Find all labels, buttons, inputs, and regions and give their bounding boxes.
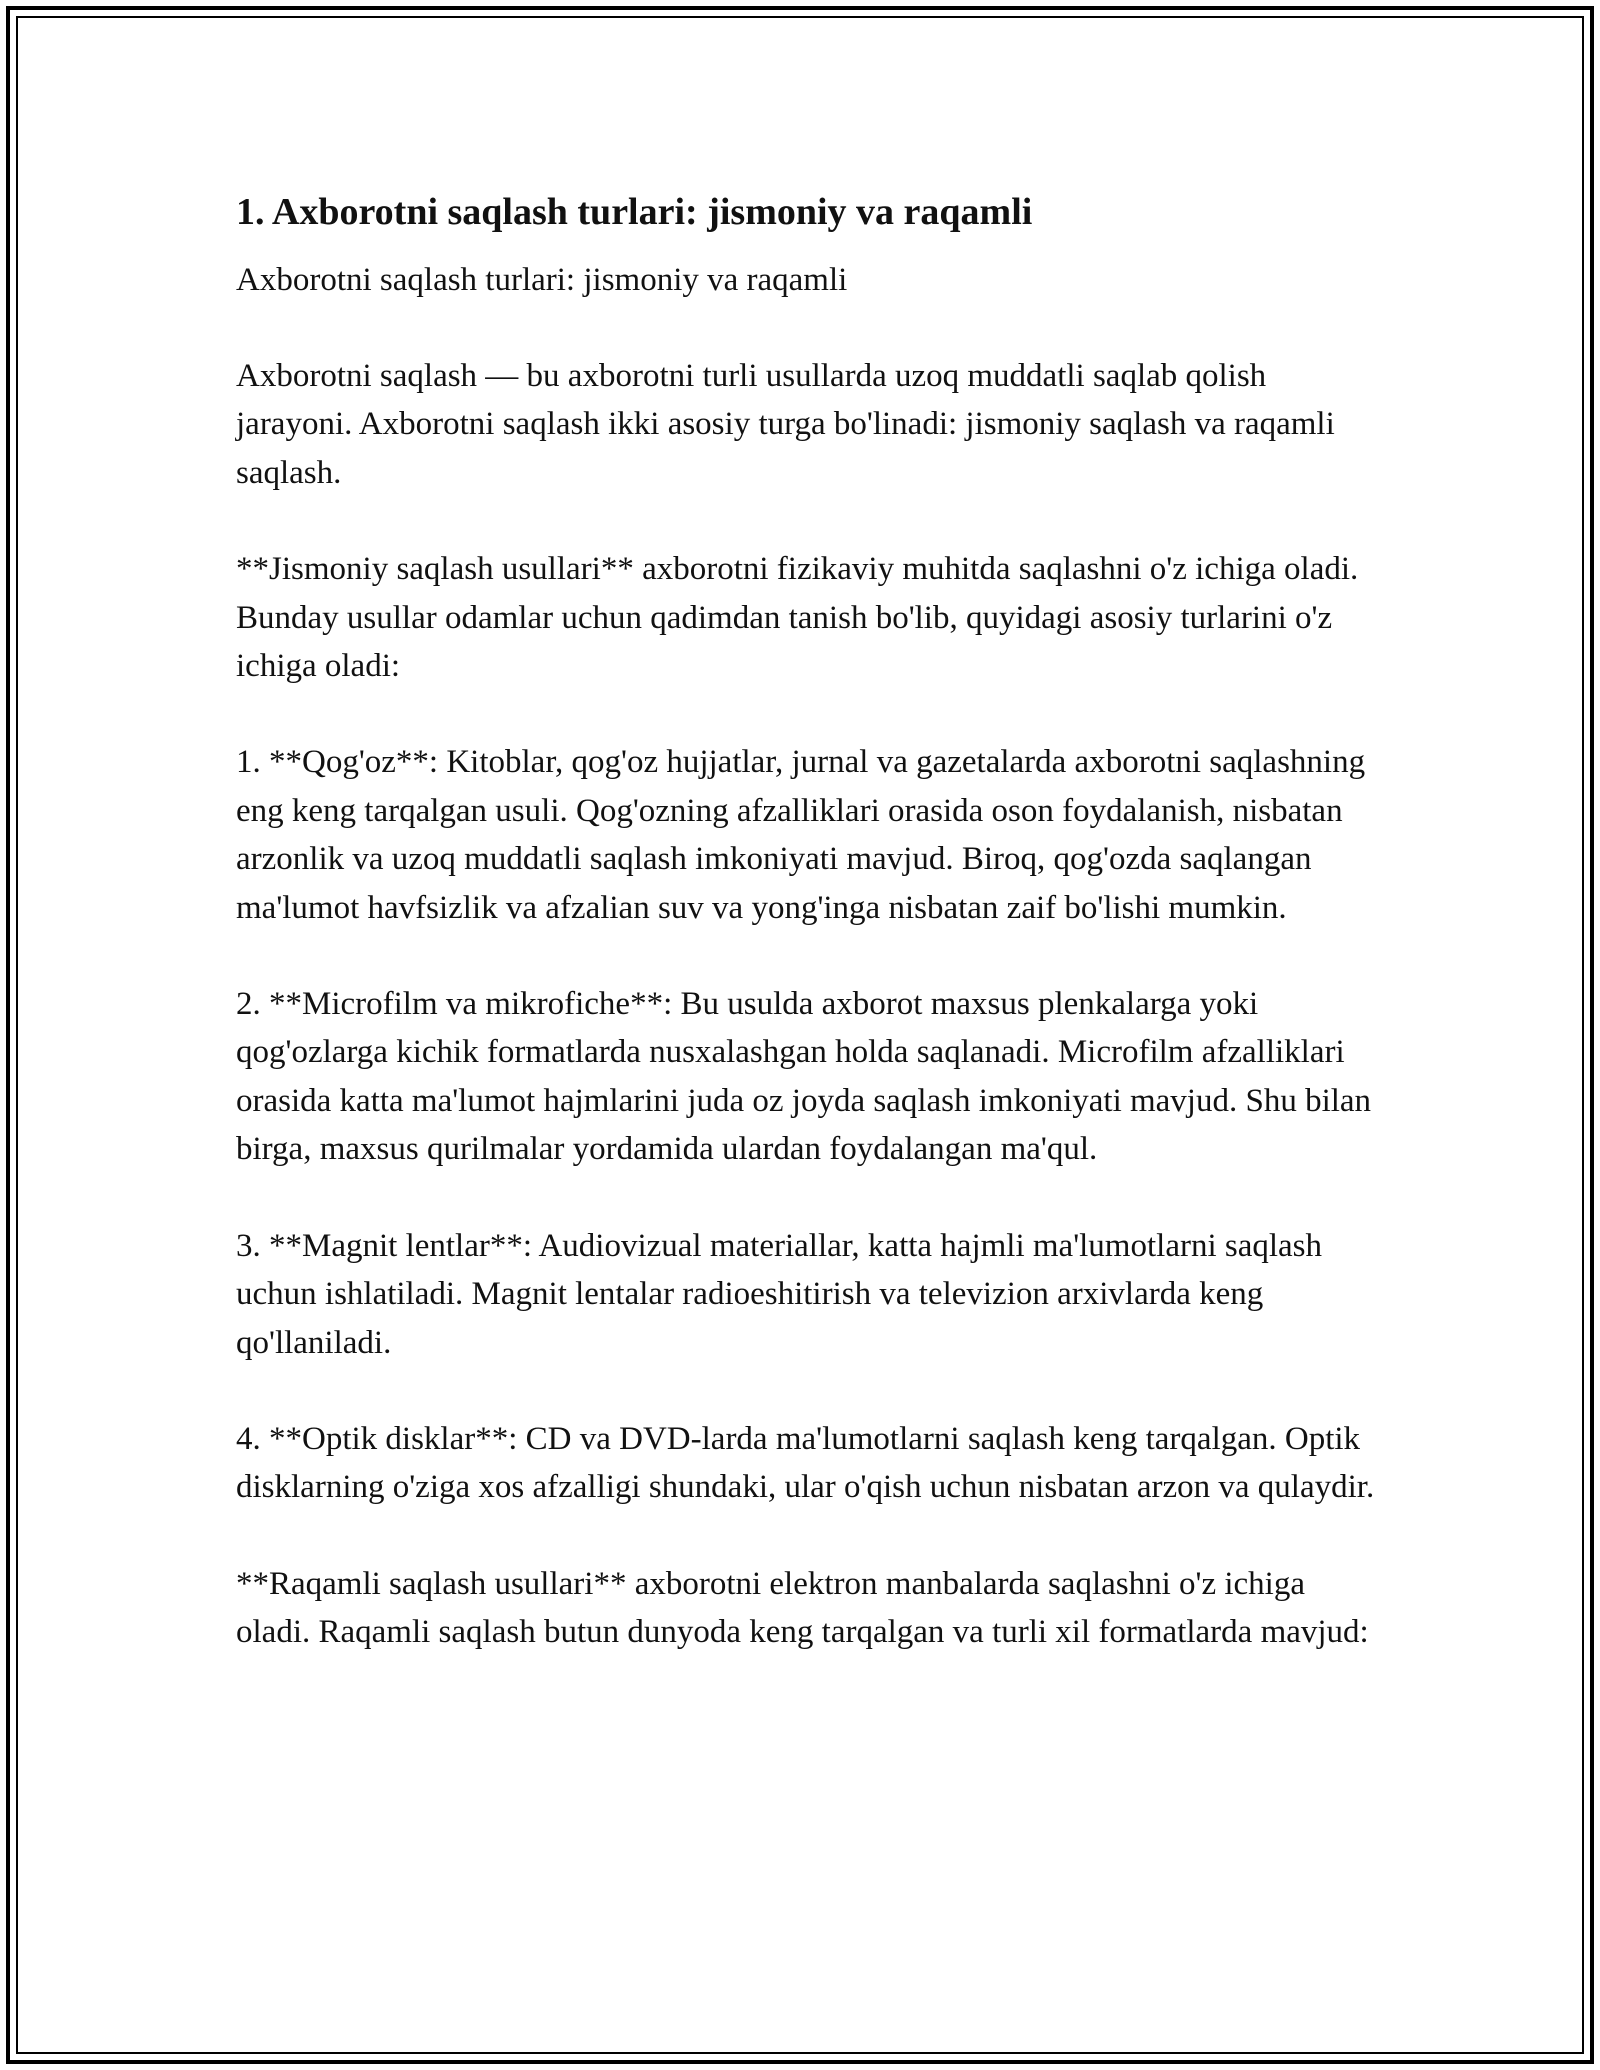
paragraph-optical-discs: 4. **Optik disklar**: CD va DVD-larda ma'lumotlarni saqlash keng tarqalgan. Optik disklarning o'ziga xos afzalligi shundaki, ular o'qish uchun nisbatan arzon va qulaydir.	[236, 1420, 1375, 1506]
document-heading: 1. Axborotni saqlash turlari: jismoniy va raqamli	[236, 191, 1033, 233]
document-subheading: Axborotni saqlash turlari: jismoniy va raqamli	[236, 262, 848, 298]
paragraph-microfilm: 2. **Microfilm va mikrofiche**: Bu usulda axborot maxsus plenkalarga yoki qog'ozlarga kichik formatlarda nusxalashgan holda saqlanadi. Microfilm afzalliklari orasida katta ma'lumot hajmlarini juda oz joyda saqlash imkoniyati mavjud. Shu bilan birga, maxsus qurilmalar yordamida ulardan foydalangan ma'qul.	[236, 986, 1372, 1168]
paragraph-magnetic-tapes: 3. **Magnit lentlar**: Audiovizual materiallar, katta hajmli ma'lumotlarni saqlash uchun ishlatiladi. Magnit lentalar radioeshitirish va televizion arxivlarda keng qo'llaniladi.	[236, 1227, 1323, 1361]
paragraph-intro: Axborotni saqlash — bu axborotni turli usullarda uzoq muddatli saqlab qolish jarayoni. Axborotni saqlash ikki asosiy turga bo'linadi: jismoniy saqlash va raqamli saqlash.	[236, 358, 1335, 491]
paragraph-paper: 1. **Qog'oz**: Kitoblar, qog'oz hujjatlar, jurnal va gazetalarda axborotni saqlashning eng keng tarqalgan usuli. Qog'ozning afzalliklari orasida oson foydalanish, nisbatan arzonlik va uzoq muddatli saqlash imkoniyati mavjud. Biroq, qog'ozda saqlangan ma'lumot havfsizlik va afzalian suv va yong'inga nisbatan zaif bo'lishi mumkin.	[236, 744, 1366, 926]
paragraph-digital-storage: **Raqamli saqlash usullari** axborotni elektron manbalarda saqlashni o'z ichiga oladi. Raqamli saqlash butun dunyoda keng tarqalgan va turli xil formatlarda mavjud:	[236, 1565, 1369, 1651]
paragraph-physical-storage: **Jismoniy saqlash usullari** axborotni fizikaviy muhitda saqlashni o'z ichiga oladi. Bunday usullar odamlar uchun qadimdan tanish bo'lib, quyidagi asosiy turlarini o'z ichiga oladi:	[236, 551, 1359, 685]
document-body	[236, 188, 1376, 1657]
